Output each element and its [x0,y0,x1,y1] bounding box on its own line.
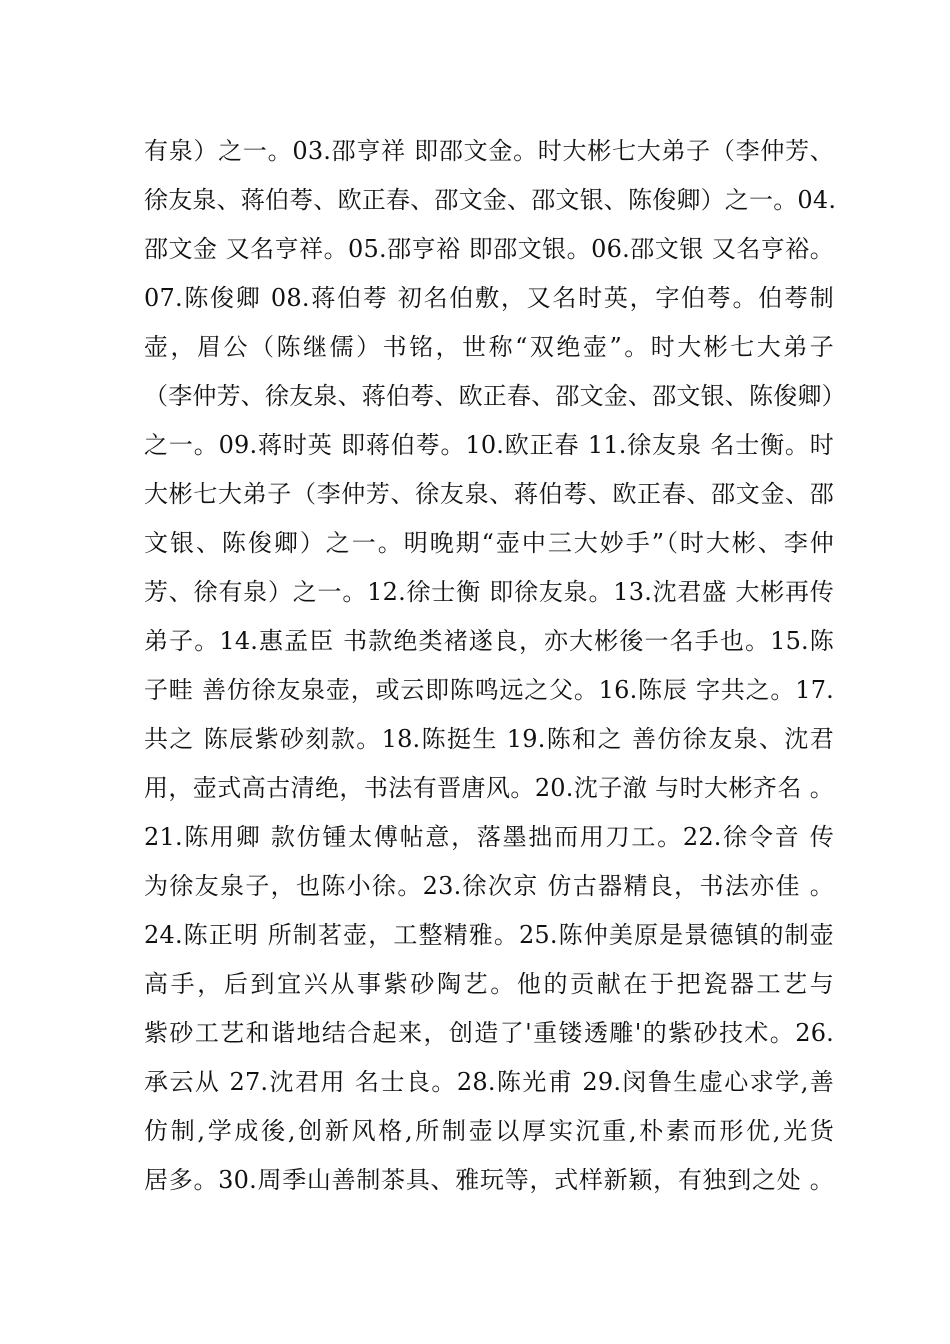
text-line: 承云从 27.沈君用 名士良。28.陈光甫 29.闵鲁生虚心求学,善 [144,1068,834,1096]
text-line: （李仲芳、徐友泉、蒋伯荂、欧正春、邵文金、邵文银、陈俊卿） [144,382,846,410]
text-line: 文银、陈俊卿）之一。明晚期“壶中三大妙手”（时大彬、李仲 [144,529,834,557]
text-line: 24.陈正明 所制茗壶，工整精雅。25.陈仲美原是景德镇的制壶 [144,921,834,949]
text-line: 子畦 善仿徐友泉壶，或云即陈鸣远之父。16.陈辰 字共之。17. [144,676,834,704]
text-line: 用，壶式高古清绝，书法有晋唐风。20.沈子澈 与时大彬齐名 。 [144,774,834,802]
text-line: 仿制,学成後,创新风格,所制壶以厚实沉重,朴素而形优,光货 [144,1117,834,1145]
body-text [144,127,846,1205]
text-line: 07.陈俊卿 08.蒋伯荂 初名伯敷，又名时英，字伯荂。伯荂制 [144,284,834,312]
text-line: 大彬七大弟子（李仲芳、徐友泉、蒋伯荂、欧正春、邵文金、邵 [144,480,834,508]
text-line: 邵文金 又名亨祥。05.邵亨裕 即邵文银。06.邵文银 又名亨裕。 [144,235,834,263]
text-line: 为徐友泉子，也陈小徐。23.徐次京 仿古器精良，书法亦佳 。 [144,872,834,900]
text-line: 共之 陈辰紫砂刻款。18.陈挺生 19.陈和之 善仿徐友泉、沈君 [144,725,834,753]
text-line: 壶，眉公（陈继儒）书铭，世称“双绝壶”。时大彬七大弟子 [144,333,834,361]
text-line: 有泉）之一。03.邵亨祥 即邵文金。时大彬七大弟子（李仲芳、 [144,137,834,165]
text-line: 之一。09.蒋时英 即蒋伯荂。10.欧正春 11.徐友泉 名士衡。时 [144,431,834,459]
text-line: 高手，后到宜兴从事紫砂陶艺。他的贡献在于把瓷器工艺与 [144,970,834,998]
text-line: 弟子。14.惠孟臣 书款绝类褚遂良，亦大彬後一名手也。15.陈 [144,627,834,655]
text-line: 徐友泉、蒋伯荂、欧正春、邵文金、邵文银、陈俊卿）之一。04. [144,186,837,214]
text-line: 居多。30.周季山善制茶具、雅玩等，式样新颖，有独到之处 。 [144,1166,834,1194]
text-line: 芳、徐有泉）之一。12.徐士衡 即徐友泉。13.沈君盛 大彬再传 [144,578,834,606]
text-line: 21.陈用卿 款仿锺太傅帖意，落墨拙而用刀工。22.徐令音 传 [144,823,834,851]
text-line: 紫砂工艺和谐地结合起来，创造了'重镂透雕'的紫砂技术。26. [144,1019,834,1047]
